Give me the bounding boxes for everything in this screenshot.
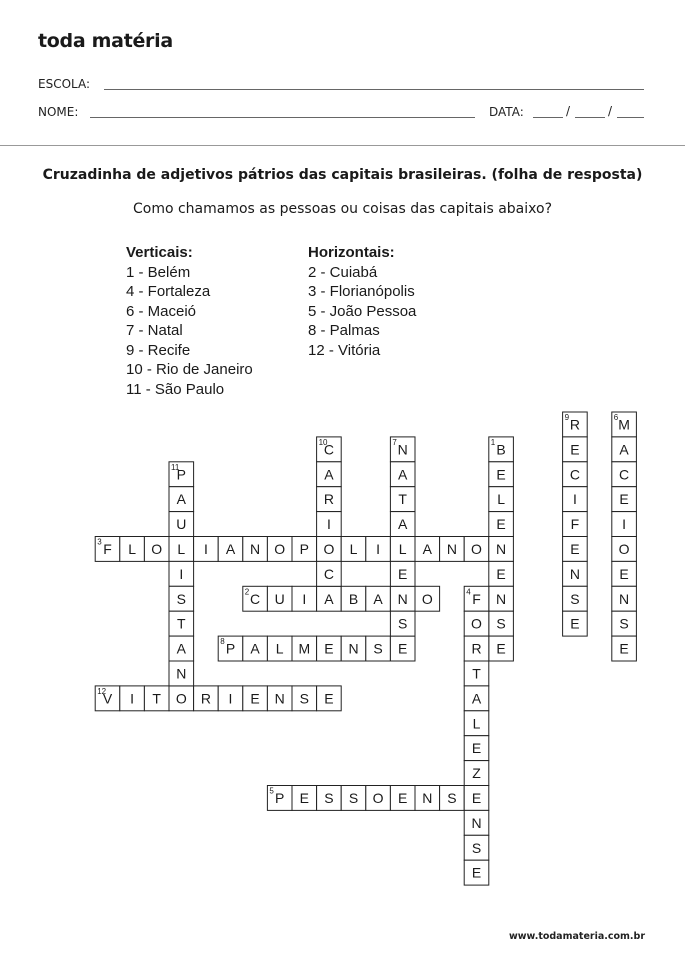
crossword-clue-number: 12 <box>97 686 107 696</box>
crossword-letter: A <box>225 540 236 557</box>
crossword-letter: E <box>496 640 506 657</box>
vertical-clue: 4 - Fortaleza <box>126 283 211 300</box>
crossword-letter: E <box>496 466 506 483</box>
date-label: DATA: <box>489 105 524 119</box>
crossword-letter: T <box>152 690 161 707</box>
crossword-letter: O <box>274 540 286 557</box>
crossword-clue-number: 10 <box>318 437 328 447</box>
crossword-letter: I <box>179 565 184 582</box>
crossword-letter: E <box>398 640 408 657</box>
crossword-letter: U <box>176 516 187 533</box>
crossword-letter: O <box>151 540 163 557</box>
crossword-letter: I <box>572 491 577 508</box>
crossword-letter: S <box>496 615 506 632</box>
crossword-clue-number: 4 <box>466 587 471 597</box>
crossword-letter: I <box>326 516 331 533</box>
crossword-letter: E <box>324 640 334 657</box>
crossword-letter: N <box>250 540 261 557</box>
date-separator: / <box>566 104 571 118</box>
crossword-letter: T <box>472 665 481 682</box>
crossword-letter: A <box>422 540 432 557</box>
crossword-letter: I <box>622 516 627 533</box>
crossword-letter: E <box>619 491 629 508</box>
crossword-letter: T <box>398 491 407 508</box>
crossword-letter: O <box>471 615 482 632</box>
crossword-letter: N <box>274 690 285 707</box>
vertical-clue: 11 - São Paulo <box>126 380 225 398</box>
crossword-letter: E <box>570 540 580 557</box>
crossword-letter: S <box>619 615 629 632</box>
crossword-letter: O <box>618 540 630 557</box>
crossword-letter: O <box>421 590 433 607</box>
crossword-letter: L <box>472 715 481 732</box>
school-label: ESCOLA: <box>38 77 91 91</box>
logo: toda matéria <box>38 30 173 52</box>
crossword-letter: O <box>175 690 187 707</box>
crossword-letter: C <box>250 590 261 607</box>
vertical-clue: 1 - Belém <box>126 263 191 281</box>
crossword-letter: L <box>398 540 407 557</box>
crossword-letter: N <box>471 814 482 831</box>
crossword-letter: A <box>324 466 334 483</box>
crossword-clue-number: 7 <box>392 437 397 447</box>
crossword-letter: P <box>275 789 285 806</box>
name-label: NOME: <box>38 105 79 119</box>
crossword-letter: R <box>569 416 580 433</box>
crossword-letter: S <box>373 640 383 657</box>
page-subtitle: Como chamamos as pessoas ou coisas das capitais abaixo? <box>132 201 552 217</box>
horizontal-clue: 5 - João Pessoa <box>308 302 417 320</box>
crossword-letter: S <box>176 590 186 607</box>
crossword-letter: M <box>618 416 630 433</box>
crossword-letter: A <box>176 491 186 508</box>
vertical-clue: 9 - Recife <box>126 341 191 359</box>
crossword-letter: I <box>376 540 381 557</box>
horizontal-clue: 3 - Florianópolis <box>308 283 415 300</box>
crossword-clue-number: 5 <box>269 786 274 796</box>
crossword-letter: L <box>128 540 136 557</box>
crossword-letter: R <box>323 491 334 508</box>
crossword-letter: S <box>447 789 457 806</box>
crossword-letter: E <box>619 640 629 657</box>
crossword-letter: U <box>274 590 285 607</box>
crossword-letter: F <box>103 540 112 557</box>
crossword-letter: E <box>496 516 506 533</box>
crossword-letter: A <box>250 640 260 657</box>
crossword-letter: N <box>422 789 433 806</box>
crossword-letter: L <box>275 640 284 657</box>
crossword-clue-number: 8 <box>220 637 225 647</box>
crossword-letter: E <box>299 789 309 806</box>
crossword-letter: N <box>397 590 408 607</box>
crossword-letter: N <box>496 590 507 607</box>
crossword-letter: C <box>569 466 580 483</box>
crossword-letter: L <box>497 491 505 508</box>
horizontal-clue: 2 - Cuiabá <box>308 263 378 281</box>
crossword-letter: P <box>299 540 309 557</box>
crossword-letter: N <box>397 441 408 458</box>
crossword-letter: A <box>619 441 629 458</box>
footer-url: www.todamateria.com.br <box>508 931 645 942</box>
crossword-letter: I <box>228 690 233 707</box>
crossword-letter: N <box>496 540 507 557</box>
horizontal-clue: 12 - Vitória <box>308 341 381 359</box>
crossword-letter: R <box>471 640 482 657</box>
crossword-letter: E <box>471 740 482 757</box>
crossword-clue-number: 6 <box>613 413 619 422</box>
horizontal-heading: Horizontais: <box>308 244 395 261</box>
crossword-letter: Z <box>472 765 481 782</box>
crossword-letter: E <box>471 864 482 881</box>
crossword-letter: S <box>471 839 482 856</box>
crossword-letter: O <box>372 789 384 806</box>
crossword-letter: F <box>472 590 481 607</box>
crossword-letter: C <box>323 565 334 582</box>
crossword-letter: C <box>323 441 334 458</box>
crossword-letter: R <box>200 690 211 707</box>
crossword-letter: B <box>496 441 506 458</box>
vertical-clue: 10 - Rio de Janeiro <box>126 361 253 378</box>
crossword-letter: A <box>176 640 186 657</box>
crossword-letter: P <box>225 640 236 657</box>
crossword-letter: A <box>398 516 408 533</box>
crossword-letter: N <box>569 565 580 582</box>
crossword-letter: N <box>348 640 359 657</box>
crossword-letter: O <box>323 540 335 557</box>
crossword-clue-number: 3 <box>97 537 102 547</box>
crossword-letter: S <box>299 690 309 707</box>
crossword-letter: E <box>398 565 408 582</box>
crossword-clue-number: 1 <box>490 437 496 447</box>
crossword-letter: N <box>176 665 187 682</box>
crossword-letter: E <box>570 441 580 458</box>
crossword-letter: C <box>619 466 630 483</box>
crossword-letter: S <box>324 789 334 806</box>
crossword-letter: E <box>570 615 580 632</box>
horizontal-clue: 8 - Palmas <box>308 322 380 339</box>
crossword-letter: A <box>471 690 482 707</box>
crossword-letter: E <box>471 789 482 806</box>
crossword-letter: P <box>176 466 186 483</box>
crossword-letter: E <box>324 690 334 707</box>
crossword-letter: S <box>570 590 580 607</box>
crossword-letter: L <box>349 540 358 557</box>
crossword-letter: O <box>471 540 482 557</box>
vertical-clue: 6 - Maceió <box>126 302 197 320</box>
crossword-letter: I <box>302 590 307 607</box>
crossword-letter: B <box>348 590 359 607</box>
crossword-letter: E <box>619 565 629 582</box>
crossword-clue-number: 11 <box>171 462 180 472</box>
crossword-clue-number: 9 <box>564 413 570 422</box>
crossword-letter: A <box>324 590 334 607</box>
crossword-letter: A <box>373 590 383 607</box>
crossword-letter: M <box>298 640 311 657</box>
crossword-letter: V <box>102 690 113 707</box>
crossword-letter: L <box>177 540 186 557</box>
crossword-letter: N <box>619 590 630 607</box>
crossword-letter: E <box>250 690 260 707</box>
crossword-letter: E <box>496 565 506 582</box>
crossword-letter: A <box>398 466 408 483</box>
date-separator: / <box>608 104 613 118</box>
crossword-letter: S <box>348 789 359 806</box>
crossword-letter: I <box>203 540 208 557</box>
crossword-letter: I <box>130 690 135 707</box>
crossword-letter: E <box>398 789 408 806</box>
crossword-letter: F <box>570 516 580 533</box>
vertical-clue: 7 - Natal <box>126 322 183 339</box>
crossword-clue-number: 2 <box>244 587 250 597</box>
crossword-letter: S <box>398 615 408 632</box>
vertical-heading: Verticais: <box>126 244 193 261</box>
page-title: Cruzadinha de adjetivos pátrios das capitais brasileiras. (folha de resposta) <box>42 167 643 183</box>
crossword-letter: T <box>177 615 186 632</box>
crossword-letter: N <box>446 540 457 557</box>
